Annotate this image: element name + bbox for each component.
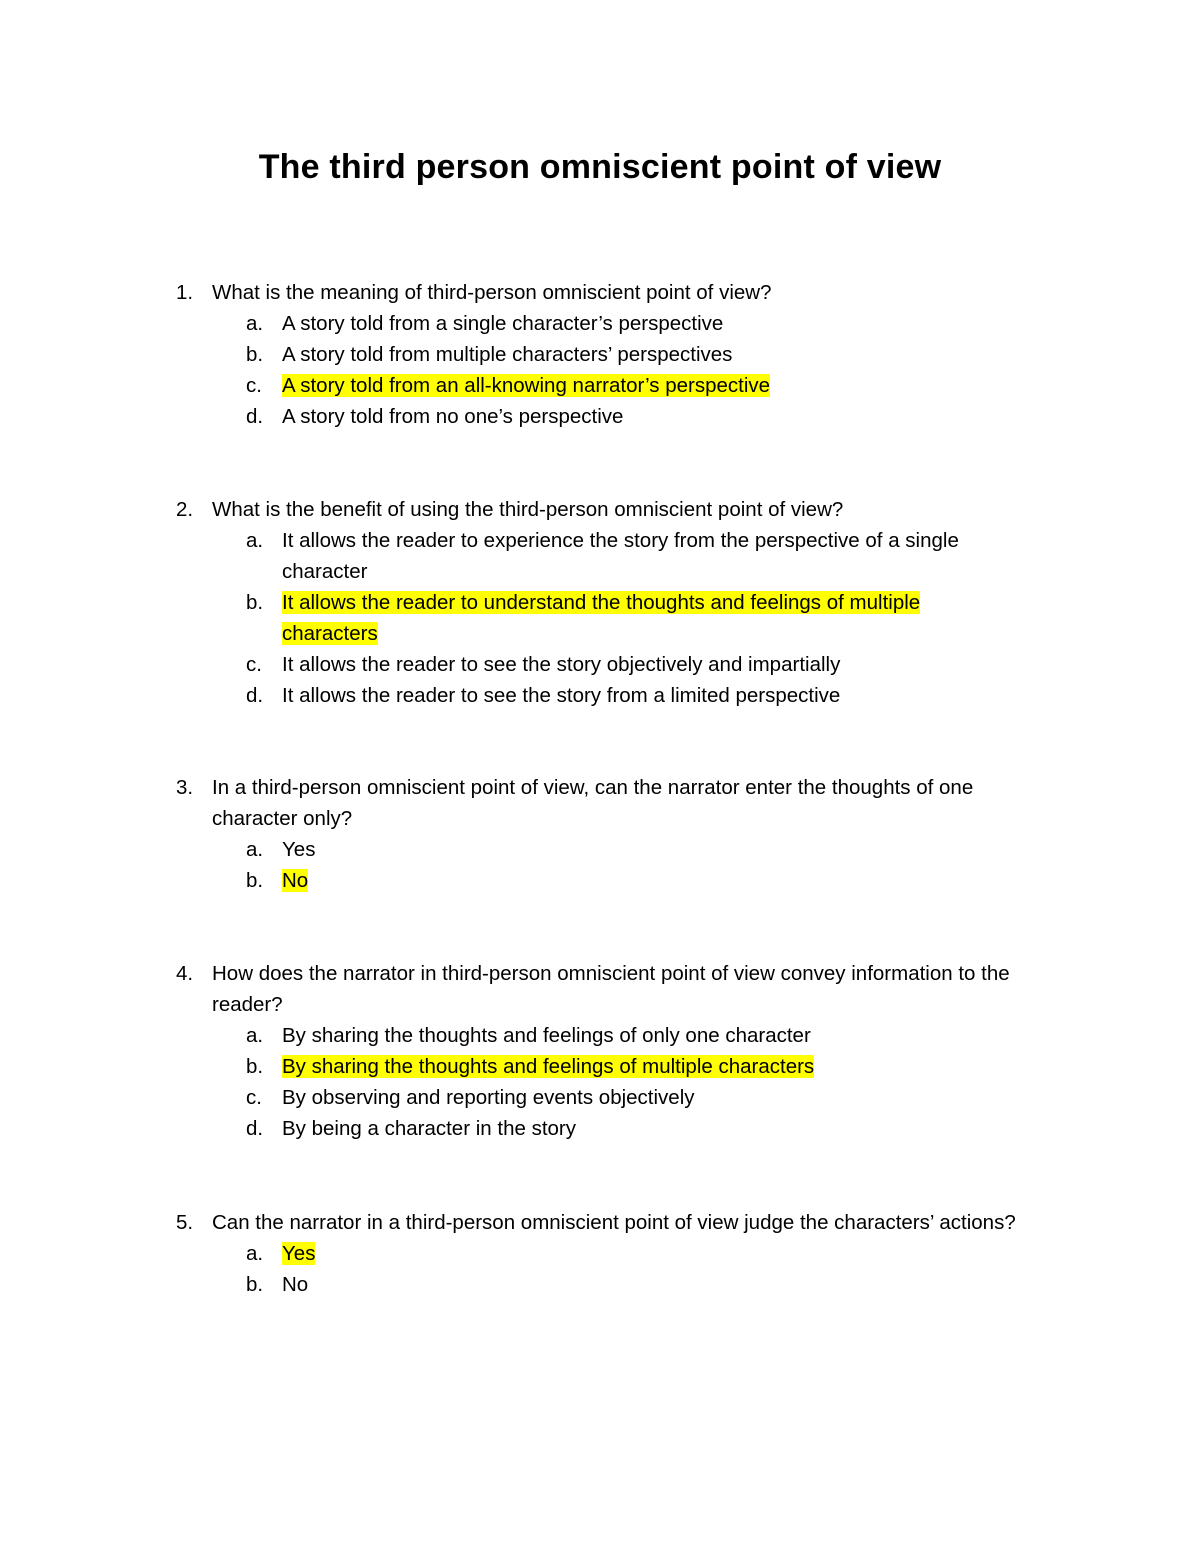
- answer-option-correct: [246, 1238, 1056, 1269]
- option-letter: c.: [246, 1086, 262, 1109]
- option-text: By being a character in the story: [282, 1117, 576, 1140]
- answer-option: [246, 401, 1056, 432]
- answer-option: [246, 1082, 1056, 1113]
- question-text: What is the benefit of using the third-person omniscient point of view?: [212, 498, 844, 521]
- question-stem: [176, 958, 1056, 1020]
- option-letter: a.: [246, 312, 264, 335]
- option-text: No: [282, 1273, 309, 1296]
- answer-option-correct: [246, 587, 1056, 649]
- question-stem: [176, 772, 1056, 834]
- question-number: 5.: [176, 1211, 194, 1234]
- highlighted-answer-text: Yes: [282, 1242, 316, 1265]
- question-5: [176, 1207, 1056, 1300]
- answer-option-correct: [246, 865, 1056, 896]
- option-letter: d.: [246, 405, 264, 428]
- option-text: Yes: [282, 838, 316, 861]
- option-text: It allows the reader to see the story objectively and impartially: [282, 653, 841, 676]
- option-letter: b.: [246, 1273, 264, 1296]
- question-2: [176, 494, 1056, 711]
- option-text: A story told from no one’s perspective: [282, 405, 624, 428]
- option-letter: b.: [246, 343, 264, 366]
- question-text: In a third-person omniscient point of view, can the narrator enter the thoughts of one character only?: [212, 776, 974, 830]
- option-letter: b.: [246, 591, 264, 614]
- option-letter: d.: [246, 684, 264, 707]
- option-text: A story told from multiple characters’ perspectives: [282, 343, 733, 366]
- question-number: 3.: [176, 776, 194, 799]
- question-stem: [176, 494, 1056, 525]
- option-letter: a.: [246, 529, 264, 552]
- answer-option: [246, 1020, 1056, 1051]
- option-text: It allows the reader to see the story from a limited perspective: [282, 684, 841, 707]
- answer-option: [246, 1269, 1056, 1300]
- option-letter: c.: [246, 653, 262, 676]
- option-letter: b.: [246, 869, 264, 892]
- answer-option: [246, 339, 1056, 370]
- answer-option: [246, 834, 1056, 865]
- question-3: [176, 772, 1056, 896]
- option-text: By sharing the thoughts and feelings of only one character: [282, 1024, 811, 1047]
- option-letter: c.: [246, 374, 262, 397]
- question-text: What is the meaning of third-person omniscient point of view?: [212, 281, 772, 304]
- option-text: It allows the reader to experience the story from the perspective of a single character: [282, 529, 959, 583]
- answer-option-correct: [246, 370, 1056, 401]
- answer-option: [246, 525, 1056, 587]
- page-title: The third person omniscient point of view: [258, 148, 942, 186]
- question-1: [176, 277, 1056, 432]
- option-text: By observing and reporting events objectively: [282, 1086, 695, 1109]
- question-number: 2.: [176, 498, 194, 521]
- answer-option: [246, 680, 1056, 711]
- question-4: [176, 958, 1056, 1144]
- question-stem: [176, 277, 1056, 308]
- answer-option: [246, 1113, 1056, 1144]
- answer-option-correct: [246, 1051, 1056, 1082]
- answer-option: [246, 649, 1056, 680]
- highlighted-answer-text: It allows the reader to understand the thoughts and feelings of multiple characters: [282, 591, 921, 645]
- question-text: How does the narrator in third-person omniscient point of view convey information to the reader?: [212, 962, 1010, 1016]
- question-text: Can the narrator in a third-person omniscient point of view judge the characters’ actions?: [212, 1211, 1016, 1234]
- option-letter: b.: [246, 1055, 264, 1078]
- option-letter: a.: [246, 1242, 264, 1265]
- highlighted-answer-text: A story told from an all-knowing narrator’s perspective: [282, 374, 771, 397]
- option-letter: d.: [246, 1117, 264, 1140]
- question-number: 4.: [176, 962, 194, 985]
- option-letter: a.: [246, 1024, 264, 1047]
- option-letter: a.: [246, 838, 264, 861]
- question-stem: [176, 1207, 1056, 1238]
- highlighted-answer-text: By sharing the thoughts and feelings of multiple characters: [282, 1055, 815, 1078]
- question-number: 1.: [176, 281, 194, 304]
- option-text: A story told from a single character’s perspective: [282, 312, 724, 335]
- highlighted-answer-text: No: [282, 869, 309, 892]
- answer-option: [246, 308, 1056, 339]
